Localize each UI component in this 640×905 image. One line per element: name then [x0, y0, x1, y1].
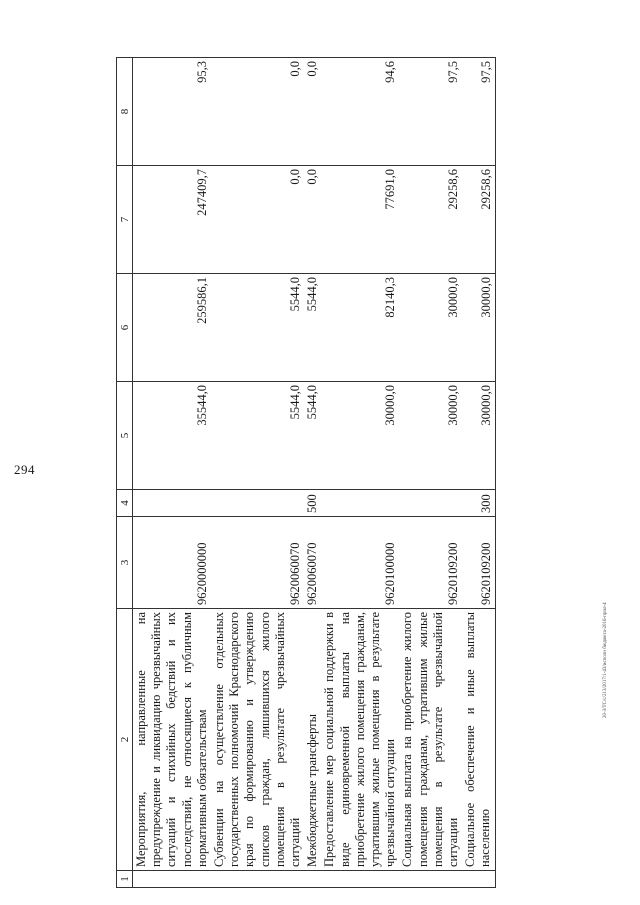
item-col8: 95,3: [133, 58, 212, 166]
row-num-cell: [321, 871, 399, 888]
item-col6: 259586,1: [133, 274, 212, 382]
item-col6: 30000,0: [462, 274, 495, 382]
item-col7: 0,0: [304, 166, 321, 274]
item-col7: 247409,7: [133, 166, 212, 274]
col-header-6: 6: [117, 274, 133, 382]
item-code: 9620109200: [462, 517, 495, 609]
item-col8: 97,5: [462, 58, 495, 166]
item-col7: 77691,0: [321, 166, 399, 274]
col-header-5: 5: [117, 382, 133, 490]
item-col7: 29258,6: [399, 166, 462, 274]
item-col5: 35544,0: [133, 382, 212, 490]
item-vr: [133, 490, 212, 517]
row-num-cell: [211, 871, 304, 888]
row-num-cell: [133, 871, 212, 888]
col-header-3: 3: [117, 517, 133, 609]
row-num-cell: [462, 871, 495, 888]
col-header-8: 8: [117, 58, 133, 166]
table-row: [211, 58, 304, 888]
item-col6: 82140,3: [321, 274, 399, 382]
item-col5: 30000,0: [462, 382, 495, 490]
table-row: [321, 58, 399, 888]
item-col8: 97,5: [399, 58, 462, 166]
item-name: Социальная выплата на приобретение жилого помещения гражданам, утратившим жилые помещения в результате чрезвычайной ситуации: [399, 609, 462, 871]
table-row: [304, 58, 321, 888]
item-code: 9620060070: [304, 517, 321, 609]
row-num-cell: [399, 871, 462, 888]
item-col7: 0,0: [211, 166, 304, 274]
budget-table: [116, 57, 496, 888]
item-code: 9620100000: [321, 517, 399, 609]
item-vr: 300: [462, 490, 495, 517]
item-code: 9620109200: [399, 517, 462, 609]
item-col5: 5544,0: [211, 382, 304, 490]
header-row: [117, 58, 133, 888]
col-header-2: 2: [117, 609, 133, 871]
item-name: Межбюджетные трансферты: [304, 609, 321, 871]
item-col8: 0,0: [304, 58, 321, 166]
item-col5: 30000,0: [399, 382, 462, 490]
item-name: Социальное обеспечение и иные выплаты населению: [462, 609, 495, 871]
col-header-1: 1: [117, 871, 133, 888]
item-col6: 5544,0: [304, 274, 321, 382]
rotated-page: [116, 58, 586, 888]
page-number: 294: [14, 462, 35, 477]
table-row: [133, 58, 212, 888]
item-vr: [321, 490, 399, 517]
item-name: Субвенции на осуществление отдельных государственных полномочий Краснодарского края по формированию и утверждению списков граждан, лишившихся жилого помещения в результате чрезвычайных ситуаций: [211, 609, 304, 871]
col-header-7: 7: [117, 166, 133, 274]
table-row: [462, 58, 495, 888]
item-name: Предоставление мер социальной поддержки в виде единовременной выплаты на приобретение жилого помещения гражданам, утратившим жилые помещения в результате чрезвычайной ситуации: [321, 609, 399, 871]
item-col5: 30000,0: [321, 382, 399, 490]
table-row: [399, 58, 462, 888]
item-vr: [399, 490, 462, 517]
item-name: Мероприятия, направленные на предупреждение и ликвидацию чрезвычайных ситуаций и стихийных бедствий и их последствий, не относящиеся к публичным нормативным обязательствам: [133, 609, 212, 871]
row-num-cell: [304, 871, 321, 888]
item-col7: 29258,6: [462, 166, 495, 274]
item-col8: 94,6: [321, 58, 399, 166]
item-col8: 0,0: [211, 58, 304, 166]
item-code: 9620000000: [133, 517, 212, 609]
item-col5: 5544,0: [304, 382, 321, 490]
item-vr: [211, 490, 304, 517]
item-col6: 30000,0: [399, 274, 462, 382]
document-footnote: 20-3/ТС/с/213/2017/1-43/исполн бюджета-2016-прил-4: [603, 602, 608, 718]
item-vr: 500: [304, 490, 321, 517]
item-col6: 5544,0: [211, 274, 304, 382]
col-header-4: 4: [117, 490, 133, 517]
item-code: 9620060070: [211, 517, 304, 609]
